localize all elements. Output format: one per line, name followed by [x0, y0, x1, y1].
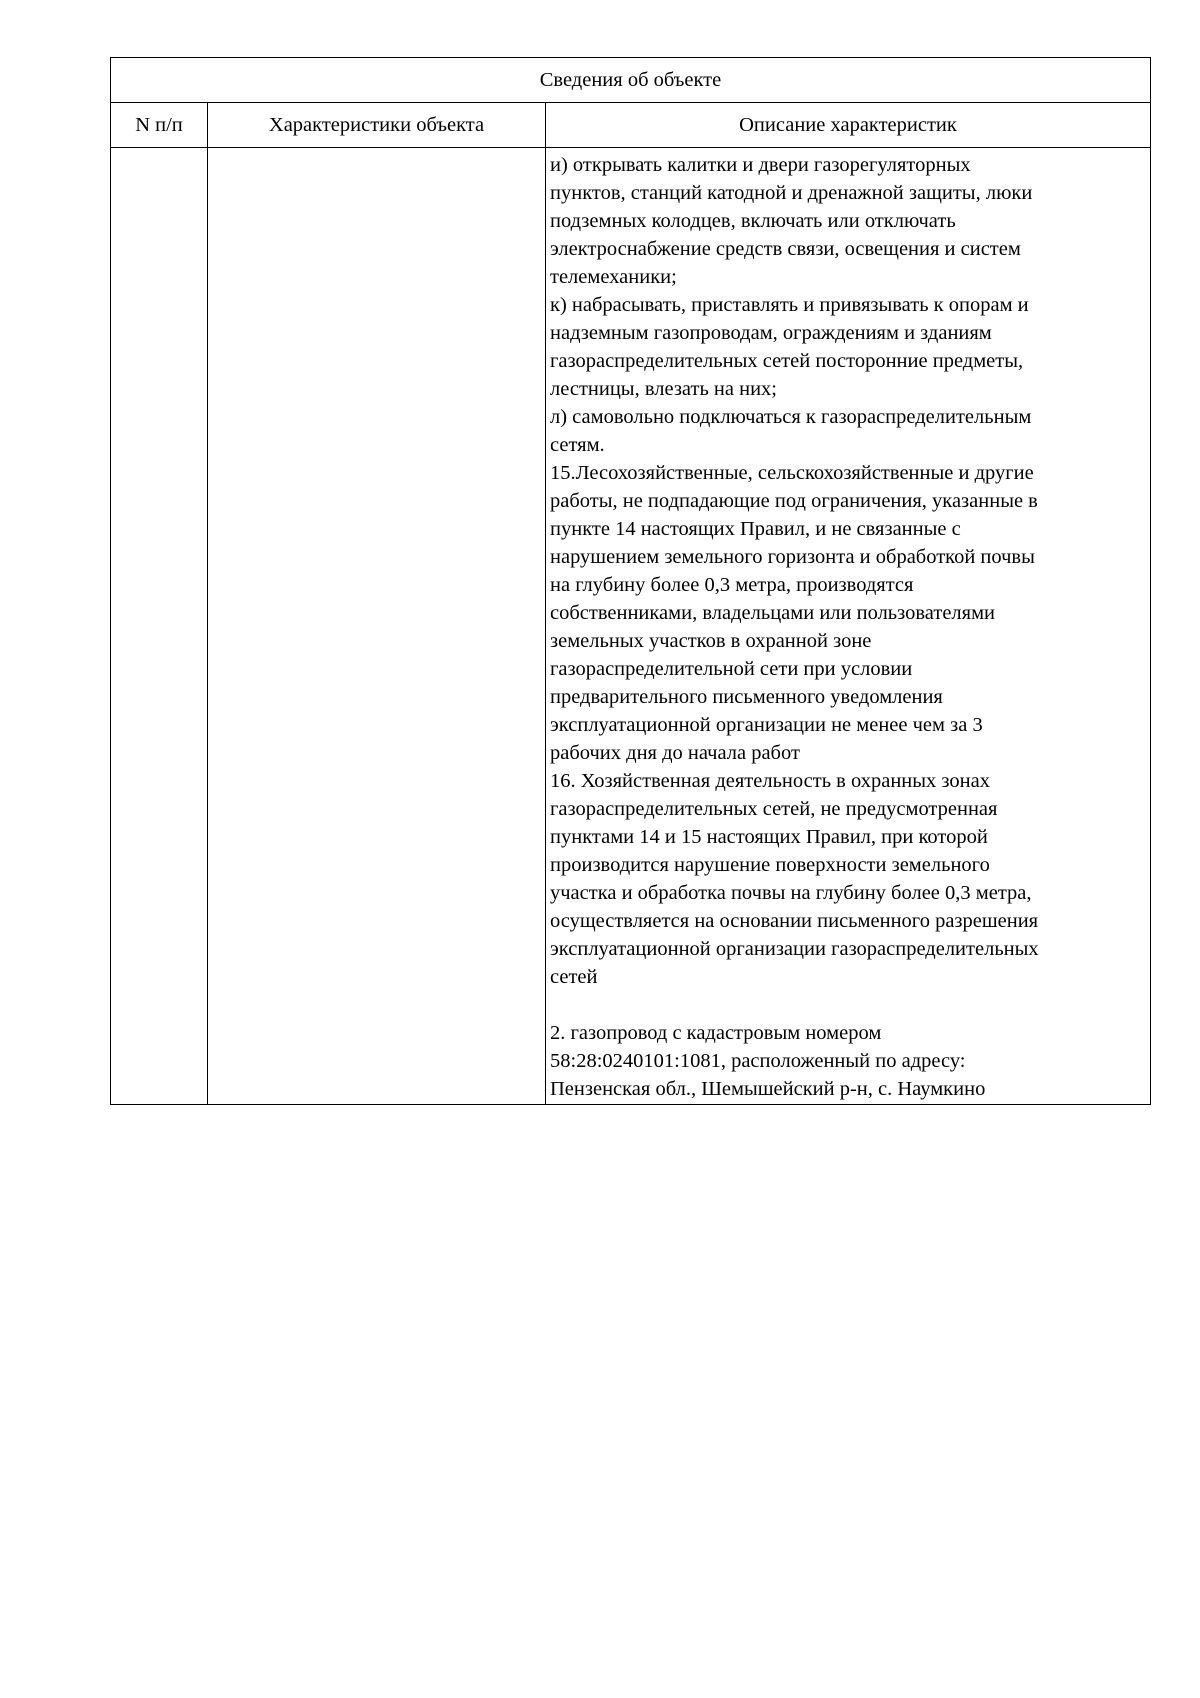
- description-line: подземных колодцев, включать или отключать: [550, 210, 956, 232]
- description-line: газораспределительных сетей посторонние предметы,: [550, 350, 1024, 372]
- table-header-row: [111, 103, 1151, 148]
- description-line: пункте 14 настоящих Правил, и не связанные с: [550, 518, 961, 540]
- description-line: пунктами 14 и 15 настоящих Правил, при которой: [550, 826, 988, 848]
- header-description: Описание характеристик: [546, 103, 1151, 148]
- description-line: сетей: [550, 966, 598, 988]
- description-line: на глубину более 0,3 метра, производятся: [550, 574, 914, 596]
- description-line: рабочих дня до начала работ: [550, 742, 800, 764]
- description-line: эксплуатационной организации газораспределительных: [550, 938, 1039, 960]
- description-line: 2. газопровод с кадастровым номером: [550, 1022, 882, 1044]
- header-number: N п/п: [111, 103, 208, 148]
- cell-description: [546, 148, 1151, 1105]
- table-caption-row: [111, 58, 1151, 103]
- description-line: эксплуатационной организации не менее чем за 3: [550, 714, 983, 736]
- description-line: предварительного письменного уведомления: [550, 686, 943, 708]
- object-info-table: [110, 57, 1151, 1105]
- description-line: и) открывать калитки и двери газорегуляторных: [550, 154, 971, 176]
- description-line: производится нарушение поверхности земельного: [550, 854, 990, 876]
- description-line: [550, 991, 1146, 1019]
- description-line: участка и обработка почвы на глубину более 0,3 метра,: [550, 882, 1032, 904]
- description-line: 15.Лесохозяйственные, сельскохозяйственные и другие: [550, 462, 1034, 484]
- description-line: надземным газопроводам, ограждениям и зданиям: [550, 322, 992, 344]
- cell-number: [111, 148, 208, 1105]
- description-line: нарушением земельного горизонта и обработкой почвы: [550, 546, 1035, 568]
- description-line: осуществляется на основании письменного разрешения: [550, 910, 1039, 932]
- description-line: сетям.: [550, 434, 605, 456]
- description-line: 58:28:0240101:1081, расположенный по адресу:: [550, 1050, 966, 1072]
- cell-characteristics: [208, 148, 546, 1105]
- description-line: 16. Хозяйственная деятельность в охранных зонах: [550, 770, 990, 792]
- description-line: л) самовольно подключаться к газораспределительным: [550, 406, 1032, 428]
- description-line: к) набрасывать, приставлять и привязывать к опорам и: [550, 294, 1029, 316]
- description-line: собственниками, владельцами или пользователями: [550, 602, 996, 624]
- description-line: пунктов, станций катодной и дренажной защиты, люки: [550, 182, 1033, 204]
- description-line: работы, не подпадающие под ограничения, указанные в: [550, 490, 1038, 512]
- table-row: [111, 148, 1151, 1105]
- description-line: земельных участков в охранной зоне: [550, 630, 872, 652]
- description-line: лестницы, влезать на них;: [550, 378, 778, 400]
- description-line: телемеханики;: [550, 266, 677, 288]
- description-line: Пензенская обл., Шемышейский р-н, с. Наумкино: [550, 1078, 986, 1100]
- table-caption: Сведения об объекте: [111, 58, 1151, 103]
- description-line: электроснабжение средств связи, освещения и систем: [550, 238, 1021, 260]
- description-line: газораспределительных сетей, не предусмотренная: [550, 798, 998, 820]
- description-line: газораспределительной сети при условии: [550, 658, 913, 680]
- header-characteristics: Характеристики объекта: [208, 103, 546, 148]
